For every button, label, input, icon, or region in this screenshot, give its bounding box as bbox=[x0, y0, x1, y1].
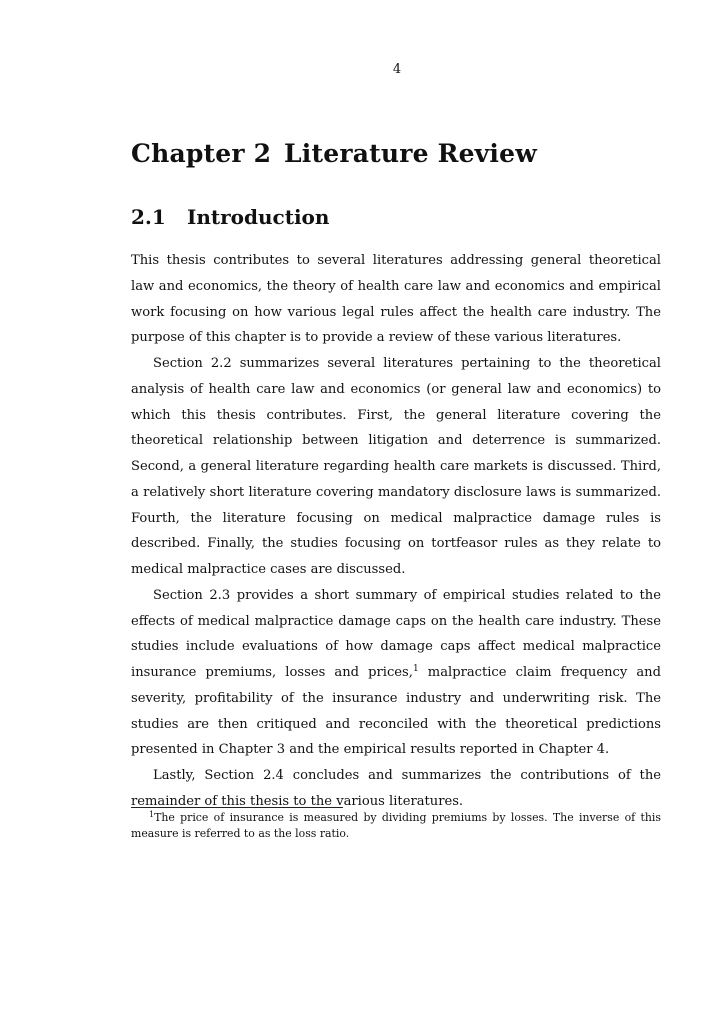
paragraph-4: Lastly, Section 2.4 concludes and summarizes the contributions of the remainder of this thesis to the various literatures. bbox=[131, 768, 661, 809]
section-title: Introduction bbox=[187, 205, 330, 229]
chapter-label: Chapter 2 bbox=[131, 139, 272, 168]
paragraph-3-part-2: malpractice claim frequency and severity, profitability of the insurance industry and underwriting risk. The studies are then critiqued and reconciled with the theoretical predictions presented in Chapter 3 and the empirical results reported in Chapter 4. bbox=[131, 665, 661, 758]
paragraph-2: Section 2.2 summarizes several literatures pertaining to the theoretical analysis of health care law and economics (or general law and economics) to which this thesis contributes. First, the general literature covering the theoretical relationship between litigation and deterrence is summarized. Second, a general literature regarding health care markets is discussed. Third, a relatively short literature covering mandatory disclosure laws is summarized. Fourth, the literature focusing on medical malpractice damage rules is described. Finally, the studies focusing on tortfeasor rules as they relate to medical malpractice cases are discussed. bbox=[131, 356, 661, 577]
paragraph-3-part-1: Section 2.3 provides a short summary of empirical studies related to the effects of medical malpractice damage caps on the health care industry. These studies include evaluations of how damage caps affect medical malpractice insurance premiums, losses and prices, bbox=[131, 587, 661, 680]
footnote-marker: 1 bbox=[149, 810, 155, 819]
paragraph-1: This thesis contributes to several literatures addressing general theoretical law and economics, the theory of health care law and economics and empirical work focusing on how various legal rules affect the health care industry. The purpose of this chapter is to provide a review of these various literatures. bbox=[131, 253, 661, 346]
footnote-divider bbox=[131, 807, 343, 808]
section-number: 2.1 bbox=[131, 205, 166, 229]
chapter-heading bbox=[131, 139, 691, 168]
chapter-title: Literature Review bbox=[284, 139, 537, 168]
section-body bbox=[131, 248, 661, 815]
page-number: 4 bbox=[392, 62, 402, 77]
footnote-text: The price of insurance is measured by dividing premiums by losses. The inverse of this measure is referred to as the loss ratio. bbox=[131, 811, 661, 840]
paragraph-3 bbox=[131, 583, 661, 763]
footnote bbox=[131, 810, 661, 842]
footnote-reference[interactable]: 1 bbox=[412, 664, 419, 674]
section-heading bbox=[131, 205, 691, 229]
